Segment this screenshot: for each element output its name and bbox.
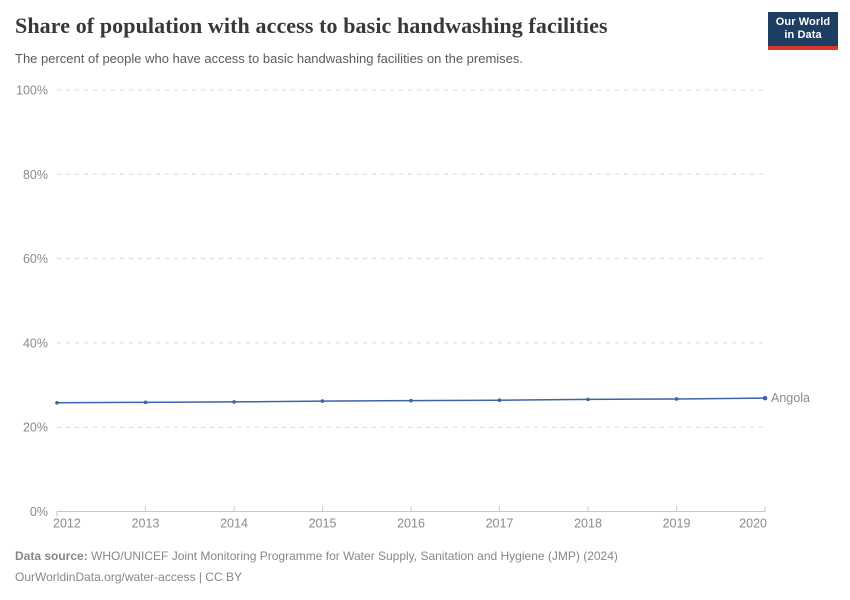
x-tick-label-2019: 2019: [662, 516, 691, 531]
angola-point-2016[interactable]: [409, 399, 413, 403]
x-tick-label-2020: 2020: [739, 516, 767, 531]
owid-logo-line2: in Data: [784, 29, 822, 41]
y-tick-label-20: 20%: [22, 420, 48, 435]
angola-point-2019[interactable]: [675, 397, 679, 401]
x-tick-label-2013: 2013: [131, 516, 160, 531]
data-source-label: Data source:: [15, 549, 88, 563]
y-tick-label-100: 100%: [16, 83, 48, 98]
angola-point-2017[interactable]: [498, 398, 502, 402]
owid-logo[interactable]: [768, 12, 838, 50]
data-source-line: [15, 546, 618, 567]
y-tick-label-80: 80%: [22, 167, 48, 182]
angola-point-2014[interactable]: [232, 400, 236, 404]
x-tick-label-2014: 2014: [220, 516, 248, 531]
y-tick-label-0: 0%: [29, 505, 48, 519]
y-tick-label-60: 60%: [22, 252, 48, 267]
chart-subtitle: The percent of people who have access to basic handwashing facilities on the premises.: [15, 51, 524, 66]
x-tick-label-2018: 2018: [574, 516, 602, 531]
x-tick-label-2012: 2012: [53, 516, 81, 531]
angola-point-2018[interactable]: [586, 398, 590, 402]
x-tick-label-2017: 2017: [485, 516, 514, 531]
angola-point-2013[interactable]: [144, 401, 148, 405]
page-title: Share of population with access to basic handwashing facilities: [15, 13, 608, 38]
attribution-line: OurWorldinData.org/water-access | CC BY: [15, 570, 242, 584]
chart-footer: [15, 546, 618, 588]
angola-point-2012[interactable]: [55, 401, 59, 405]
series-label-angola[interactable]: Angola: [771, 391, 810, 406]
line-chart-canvas: [0, 82, 850, 542]
x-tick-label-2016: 2016: [397, 516, 425, 531]
owid-logo-line1: Our World: [775, 16, 831, 28]
angola-point-2020[interactable]: [763, 396, 768, 401]
y-tick-label-40: 40%: [22, 336, 48, 351]
angola-point-2015[interactable]: [321, 399, 325, 403]
x-tick-label-2015: 2015: [308, 516, 337, 531]
data-source-text: WHO/UNICEF Joint Monitoring Programme for Water Supply, Sanitation and Hygiene (JMP) (2024): [87, 549, 618, 563]
